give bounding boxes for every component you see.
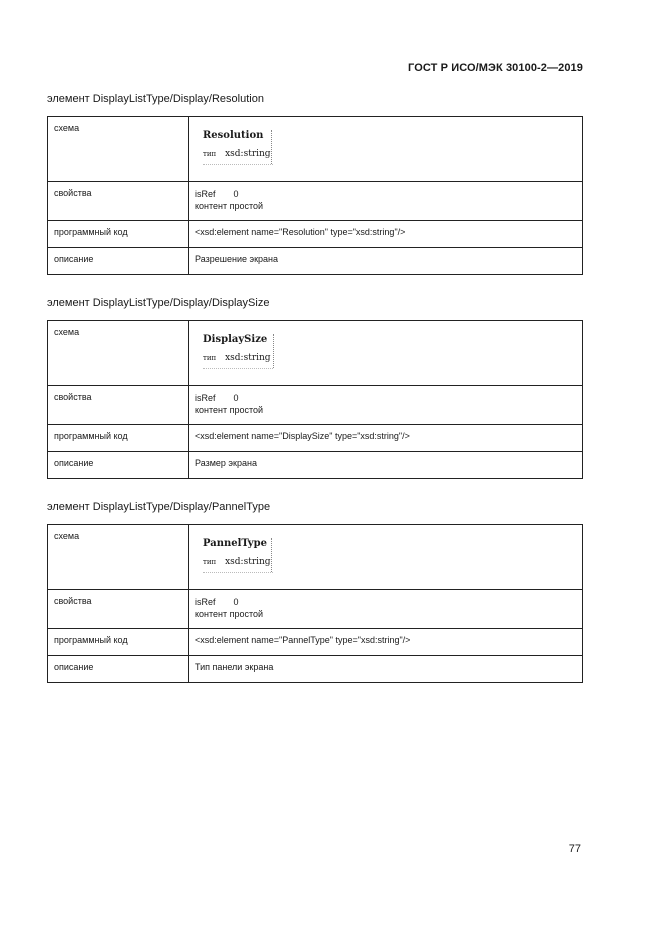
content-type: контент простой	[195, 405, 264, 415]
code-value: <xsd:element name="PannelType" type="xsd:string"/>	[189, 629, 583, 656]
schema-diagram	[203, 334, 283, 374]
schema-cell	[189, 117, 583, 182]
schema-element-name: DisplaySize	[203, 334, 268, 345]
table-row	[48, 182, 583, 221]
code-label: программный код	[48, 629, 189, 656]
properties-label: свойства	[48, 590, 189, 629]
table-row	[48, 248, 583, 275]
table-row	[48, 452, 583, 479]
schema-bottom-border	[203, 572, 273, 573]
schema-type-value: xsd:string	[225, 149, 271, 159]
isref-value: 0	[233, 393, 239, 403]
content-type: контент простой	[195, 201, 264, 211]
table-row	[48, 525, 583, 590]
content-type: контент простой	[195, 609, 264, 619]
schema-cell	[189, 321, 583, 386]
schema-label: схема	[48, 117, 189, 182]
code-value: <xsd:element name="Resolution" type="xsd:string"/>	[189, 221, 583, 248]
table-row	[48, 656, 583, 683]
section-title-displaysize: элемент DisplayListType/Display/DisplaySize	[47, 297, 270, 309]
schema-type-value: xsd:string	[225, 557, 271, 567]
schema-bottom-border	[203, 164, 273, 165]
schema-element-type	[203, 353, 283, 363]
properties-label: свойства	[48, 182, 189, 221]
section-title-panneltype: элемент DisplayListType/Display/PannelType	[47, 501, 271, 513]
schema-cell	[189, 525, 583, 590]
description-value: Тип панели экрана	[189, 656, 583, 683]
description-label: описание	[48, 248, 189, 275]
schema-diagram	[203, 538, 283, 578]
isref-value: 0	[233, 189, 239, 199]
table-row	[48, 117, 583, 182]
isref-label: isRef	[195, 393, 216, 403]
properties-label: свойства	[48, 386, 189, 425]
schema-bottom-border	[203, 368, 273, 369]
schema-border	[271, 130, 272, 164]
schema-type-keyword: тип	[203, 354, 217, 362]
table-row	[48, 221, 583, 248]
isref-value: 0	[233, 597, 239, 607]
isref-label: isRef	[195, 189, 216, 199]
table-row	[48, 629, 583, 656]
description-label: описание	[48, 656, 189, 683]
properties-cell	[189, 590, 583, 629]
description-value: Разрешение экрана	[189, 248, 583, 275]
code-label: программный код	[48, 425, 189, 452]
document-header: ГОСТ Р ИСО/МЭК 30100-2—2019	[408, 62, 583, 74]
properties-cell	[189, 182, 583, 221]
spec-table-displaysize	[47, 320, 583, 479]
section-title-resolution: элемент DisplayListType/Display/Resolution	[47, 93, 264, 105]
schema-type-keyword: тип	[203, 150, 217, 158]
schema-element-name: Resolution	[203, 130, 264, 141]
description-label: описание	[48, 452, 189, 479]
table-row	[48, 590, 583, 629]
page-number: 77	[568, 843, 581, 855]
table-row	[48, 425, 583, 452]
table-row	[48, 386, 583, 425]
schema-element-name: PannelType	[203, 538, 267, 549]
schema-type-keyword: тип	[203, 558, 217, 566]
schema-border	[271, 538, 272, 572]
schema-type-value: xsd:string	[225, 353, 271, 363]
schema-label: схема	[48, 525, 189, 590]
spec-table-panneltype	[47, 524, 583, 683]
spec-table-resolution	[47, 116, 583, 275]
description-value: Размер экрана	[189, 452, 583, 479]
properties-cell	[189, 386, 583, 425]
code-value: <xsd:element name="DisplaySize" type="xsd:string"/>	[189, 425, 583, 452]
schema-label: схема	[48, 321, 189, 386]
code-label: программный код	[48, 221, 189, 248]
isref-label: isRef	[195, 597, 216, 607]
table-row	[48, 321, 583, 386]
schema-diagram	[203, 130, 283, 170]
schema-border	[273, 334, 274, 368]
